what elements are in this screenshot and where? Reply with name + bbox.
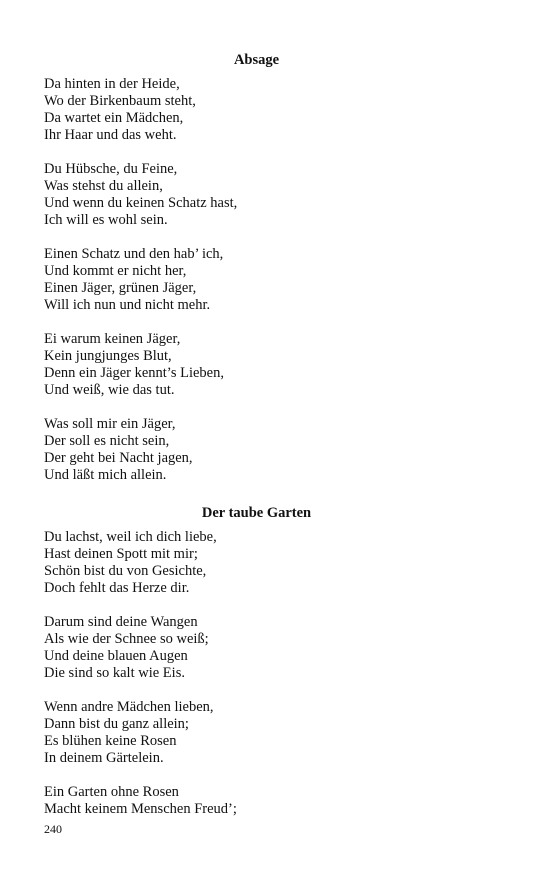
verse-line: Und läßt mich allein. [44, 467, 167, 483]
verse-line: Wenn andre Mädchen lieben, [44, 699, 214, 715]
verse-line: Will ich nun und nicht mehr. [44, 297, 211, 313]
stanza [44, 784, 484, 818]
stanza [44, 76, 484, 144]
verse-line: Du Hübsche, du Feine, [44, 161, 178, 177]
poem-title: Der taube Garten [201, 505, 312, 521]
verse-line: Ei warum keinen Jäger, [44, 331, 181, 347]
page-number: 240 [44, 822, 62, 836]
verse-line: Dann bist du ganz allein; [44, 716, 189, 732]
verse-line: Wo der Birkenbaum steht, [44, 93, 196, 109]
verse-line: Es blühen keine Rosen [44, 733, 177, 749]
verse-line: Da hinten in der Heide, [44, 76, 180, 92]
poem-title: Absage [233, 52, 280, 68]
verse-line: Und weiß, wie das tut. [44, 382, 175, 398]
verse-line: Darum sind deine Wangen [44, 614, 198, 630]
verse-line: Hast deinen Spott mit mir; [44, 546, 198, 562]
stanza [44, 699, 484, 767]
stanza [44, 416, 484, 484]
verse-line: Denn ein Jäger kennt’s Lieben, [44, 365, 224, 381]
verse-line: Einen Jäger, grünen Jäger, [44, 280, 197, 296]
stanza [44, 529, 484, 597]
verse-line: Der geht bei Nacht jagen, [44, 450, 193, 466]
verse-line: Ein Garten ohne Rosen [44, 784, 179, 800]
verse-line: Doch fehlt das Herze dir. [44, 580, 190, 596]
stanza [44, 161, 484, 229]
verse-line: Die sind so kalt wie Eis. [44, 665, 185, 681]
verse-line: Du lachst, weil ich dich liebe, [44, 529, 217, 545]
verse-line: Schön bist du von Gesichte, [44, 563, 207, 579]
verse-line: Und deine blauen Augen [44, 648, 188, 664]
verse-line: Macht keinem Menschen Freud’; [44, 801, 237, 817]
poem-absage [44, 50, 484, 501]
verse-line: Da wartet ein Mädchen, [44, 110, 184, 126]
verse-line: Der soll es nicht sein, [44, 433, 170, 449]
verse-line: Was stehst du allein, [44, 178, 163, 194]
verse-line: Ich will es wohl sein. [44, 212, 168, 228]
verse-line: Als wie der Schnee so weiß; [44, 631, 209, 647]
verse-line: Was soll mir ein Jäger, [44, 416, 176, 432]
verse-line: Einen Schatz und den hab’ ich, [44, 246, 224, 262]
verse-line: Ihr Haar und das weht. [44, 127, 177, 143]
verse-line: Und kommt er nicht her, [44, 263, 187, 279]
stanza [44, 246, 484, 314]
stanza [44, 614, 484, 682]
verse-line: Kein jungjunges Blut, [44, 348, 172, 364]
verse-line: In deinem Gärtelein. [44, 750, 164, 766]
verse-line: Und wenn du keinen Schatz hast, [44, 195, 238, 211]
stanza [44, 331, 484, 399]
poem-der-taube-garten [44, 503, 484, 835]
